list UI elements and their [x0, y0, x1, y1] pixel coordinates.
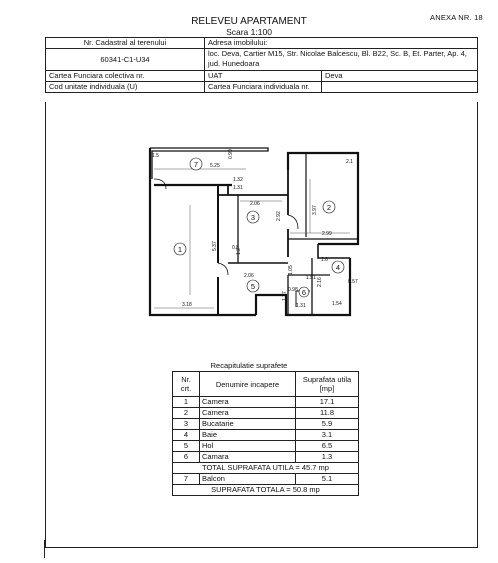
- room-number-markers: [174, 158, 344, 297]
- unit-code-label: Cod unitate individuala (U): [46, 82, 205, 93]
- cf-individual-value: [322, 82, 478, 93]
- summary-table: [172, 371, 359, 496]
- dim-hall-side: 1.27: [282, 291, 288, 301]
- uat-value: Deva: [322, 71, 478, 82]
- row-nr: 1: [173, 397, 200, 408]
- col-name: Denumire incapere: [200, 372, 296, 397]
- total-area: SUPRAFATA TOTALA = 50.8 mp: [173, 485, 359, 496]
- address-value: loc. Deva, Cartier M15, Str. Nicolae Balcescu, Bl. B22, Sc. B, Et. Parter, Ap. 4, jud. Hunedoara: [205, 49, 478, 71]
- dim-small-a: 1.32: [233, 177, 243, 183]
- dim-bath-a: 1.51: [306, 275, 316, 281]
- room-number-5: 5: [250, 282, 256, 291]
- row-name: Hol: [200, 441, 296, 452]
- address-label: Adresa imobilului:: [205, 38, 478, 49]
- dim-small-d: 1.2: [236, 248, 242, 255]
- dim-balcony-end: 1.5: [152, 153, 159, 159]
- dim-hall-width: 2.06: [244, 273, 254, 279]
- dim-room2-top: 2.1: [346, 159, 353, 165]
- room-number-7: 7: [193, 160, 199, 169]
- row-name: Bucatarie: [200, 419, 296, 430]
- row-nr: 7: [173, 474, 200, 485]
- dim-small-b: 1.31: [233, 185, 243, 191]
- room-number-2: 2: [326, 203, 332, 212]
- table-row: [173, 397, 359, 408]
- cf-collective-label: Cartea Funciara colectiva nr.: [46, 71, 205, 82]
- dim-storage-w: 1.31: [296, 303, 306, 309]
- uat-label: UAT: [205, 71, 322, 82]
- row-name: Camara: [200, 452, 296, 463]
- annex-number: ANEXA NR. 18: [430, 13, 483, 22]
- row-area: 17.1: [296, 397, 359, 408]
- table-row: [173, 430, 359, 441]
- cadastral-label: Nr. Cadastral al terenului: [46, 38, 205, 49]
- dim-balcony-side: 0.99: [228, 149, 234, 159]
- row-area: 11.8: [296, 408, 359, 419]
- dim-bath-e: 1.54: [332, 301, 342, 307]
- scale-label: Scara 1:100: [226, 27, 272, 37]
- table-row: [173, 474, 359, 485]
- row-area: 3.1: [296, 430, 359, 441]
- col-nr: Nr. crt.: [173, 372, 200, 397]
- room-number-3: 3: [250, 213, 256, 222]
- dim-bath-d: 0.57: [348, 279, 358, 285]
- row-area: 5.9: [296, 419, 359, 430]
- row-area: 1.3: [296, 452, 359, 463]
- table-row: [173, 441, 359, 452]
- summary-title: Recapitulatie suprafete: [210, 361, 288, 370]
- table-row: [173, 408, 359, 419]
- dim-small-c: 0.8: [232, 245, 239, 251]
- row-name: Camera: [200, 397, 296, 408]
- frame-mark: [44, 540, 45, 558]
- row-name: Camera: [200, 408, 296, 419]
- row-nr: 5: [173, 441, 200, 452]
- total-useful-area: TOTAL SUPRAFATA UTILA = 45.7 mp: [173, 463, 359, 474]
- row-area: 5.1: [296, 474, 359, 485]
- row-nr: 3: [173, 419, 200, 430]
- cadastral-value: 60341-C1-U34: [46, 49, 205, 71]
- dim-kitchen-depth: 2.92: [276, 211, 282, 221]
- row-name: Baie: [200, 430, 296, 441]
- header-table: [45, 37, 478, 93]
- table-row: [173, 419, 359, 430]
- dim-room1-depth: 5.37: [212, 241, 218, 251]
- dim-bath-c: 2.16: [317, 277, 323, 287]
- room-number-6: 6: [301, 288, 307, 297]
- room-number-1: 1: [177, 245, 183, 254]
- room-number-4: 4: [335, 263, 341, 272]
- dim-room1-width: 3.18: [182, 302, 192, 308]
- row-name: Balcon: [200, 474, 296, 485]
- dim-room2-width: 2.99: [322, 231, 332, 237]
- floor-plan: [140, 145, 370, 317]
- dim-balcony-width: 5.25: [210, 163, 220, 169]
- cf-individual-label: Cartea Funciara individuala nr.: [205, 82, 322, 93]
- document-title: RELEVEU APARTAMENT: [191, 16, 307, 27]
- table-row: [173, 452, 359, 463]
- dim-bath-b: 1.6: [321, 257, 328, 263]
- row-nr: 4: [173, 430, 200, 441]
- dim-kitchen-width: 2.06: [250, 201, 260, 207]
- dim-storage-h: 0.98: [288, 287, 298, 293]
- row-area: 6.5: [296, 441, 359, 452]
- row-nr: 2: [173, 408, 200, 419]
- col-area: Suprafata utila [mp]: [296, 372, 359, 397]
- dim-hall-depth: 1.05: [288, 265, 294, 275]
- dim-room2-depth: 3.97: [312, 205, 318, 215]
- row-nr: 6: [173, 452, 200, 463]
